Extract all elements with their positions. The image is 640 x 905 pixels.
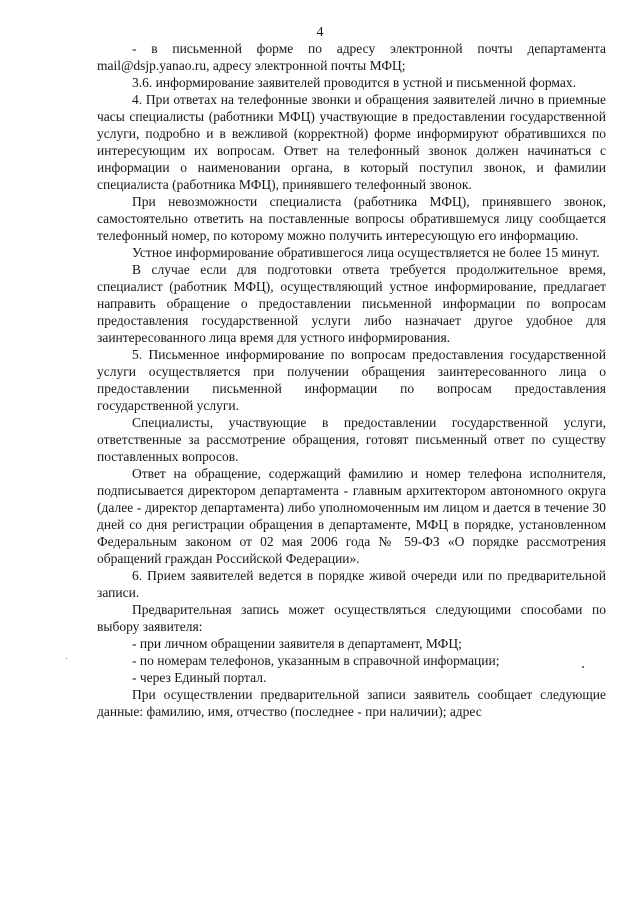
paragraph-email-item: - в письменной форме по адресу электронной почты департамента mail@dsjp.yanao.ru, адресу электронной почты МФЦ; bbox=[97, 41, 606, 73]
paragraph-3-6: 3.6. информирование заявителей проводится в устной и письменной формах. bbox=[132, 75, 576, 90]
paragraph-long-answer: В случае если для подготовки ответа требуется продолжительное время, специалист (работник МФЦ), осуществляющий устное информирование, предлагает направить обращение о предоставлении письменной информации по вопросам предоставления государственной услуги либо назначает другое удобное для заинтересованного лица время для устного информирования. bbox=[97, 262, 606, 345]
document-body bbox=[97, 40, 606, 720]
paragraph-5: 5. Письменное информирование по вопросам предоставления государственной услуги осуществляется при получении обращения заинтересованного лица о предоставлении письменной информации по вопросам предоставления государственной услуги. bbox=[97, 347, 606, 413]
paragraph-answer-signing: Ответ на обращение, содержащий фамилию и номер телефона исполнителя, подписывается директором департамента - главным архитектором автономного округа (далее - директор департамента) либо уполномоченным им лицом и дается в течение 30 дней со дня регистрации обращения в департаменте, МФЦ в порядке, установленном Федеральным законом от 02 мая 2006 года № 59-ФЗ «О порядке рассмотрения обращений граждан Российской Федерации». bbox=[97, 466, 606, 566]
scan-speck bbox=[582, 666, 584, 668]
list-item-phone: - по номерам телефонов, указанным в справочной информации; bbox=[132, 653, 500, 668]
paragraph-4: 4. При ответах на телефонные звонки и обращения заявителей лично в приемные часы специалисты (работники МФЦ) участвующие в предоставлении государственной услуги, подробно и в вежливой (корректной) форме информируют обратившихся по интересующим их вопросам. Ответ на телефонный звонок должен начинаться с информации о наименовании органа, в который поступил звонок, и фамилии специалиста (работника МФЦ), принявшего телефонный звонок. bbox=[97, 92, 606, 192]
list-item-portal: - через Единый портал. bbox=[132, 670, 267, 685]
paragraph-phone-number-info: При невозможности специалиста (работника МФЦ), принявшего звонок, самостоятельно ответить на поставленные вопросы обратившемуся лицу сообщается телефонный номер, по которому можно получить интересующую его информацию. bbox=[97, 194, 606, 243]
scan-speck bbox=[66, 658, 67, 659]
paragraph-preliminary-methods: Предварительная запись может осуществляться следующими способами по выбору заявителя: bbox=[97, 602, 606, 634]
paragraph-oral-duration: Устное информирование обратившегося лица осуществляется не более 15 минут. bbox=[132, 245, 600, 260]
list-item-personal-visit: - при личном обращении заявителя в департамент, МФЦ; bbox=[132, 636, 462, 651]
paragraph-applicant-data: При осуществлении предварительной записи заявитель сообщает следующие данные: фамилию, имя, отчество (последнее - при наличии); адрес bbox=[97, 687, 606, 719]
paragraph-specialists: Специалисты, участвующие в предоставлении государственной услуги, ответственные за рассмотрение обращения, готовят письменный ответ по существу поставленных вопросов. bbox=[97, 415, 606, 464]
page-number: 4 bbox=[316, 25, 324, 40]
paragraph-6: 6. Прием заявителей ведется в порядке живой очереди или по предварительной записи. bbox=[97, 568, 606, 600]
